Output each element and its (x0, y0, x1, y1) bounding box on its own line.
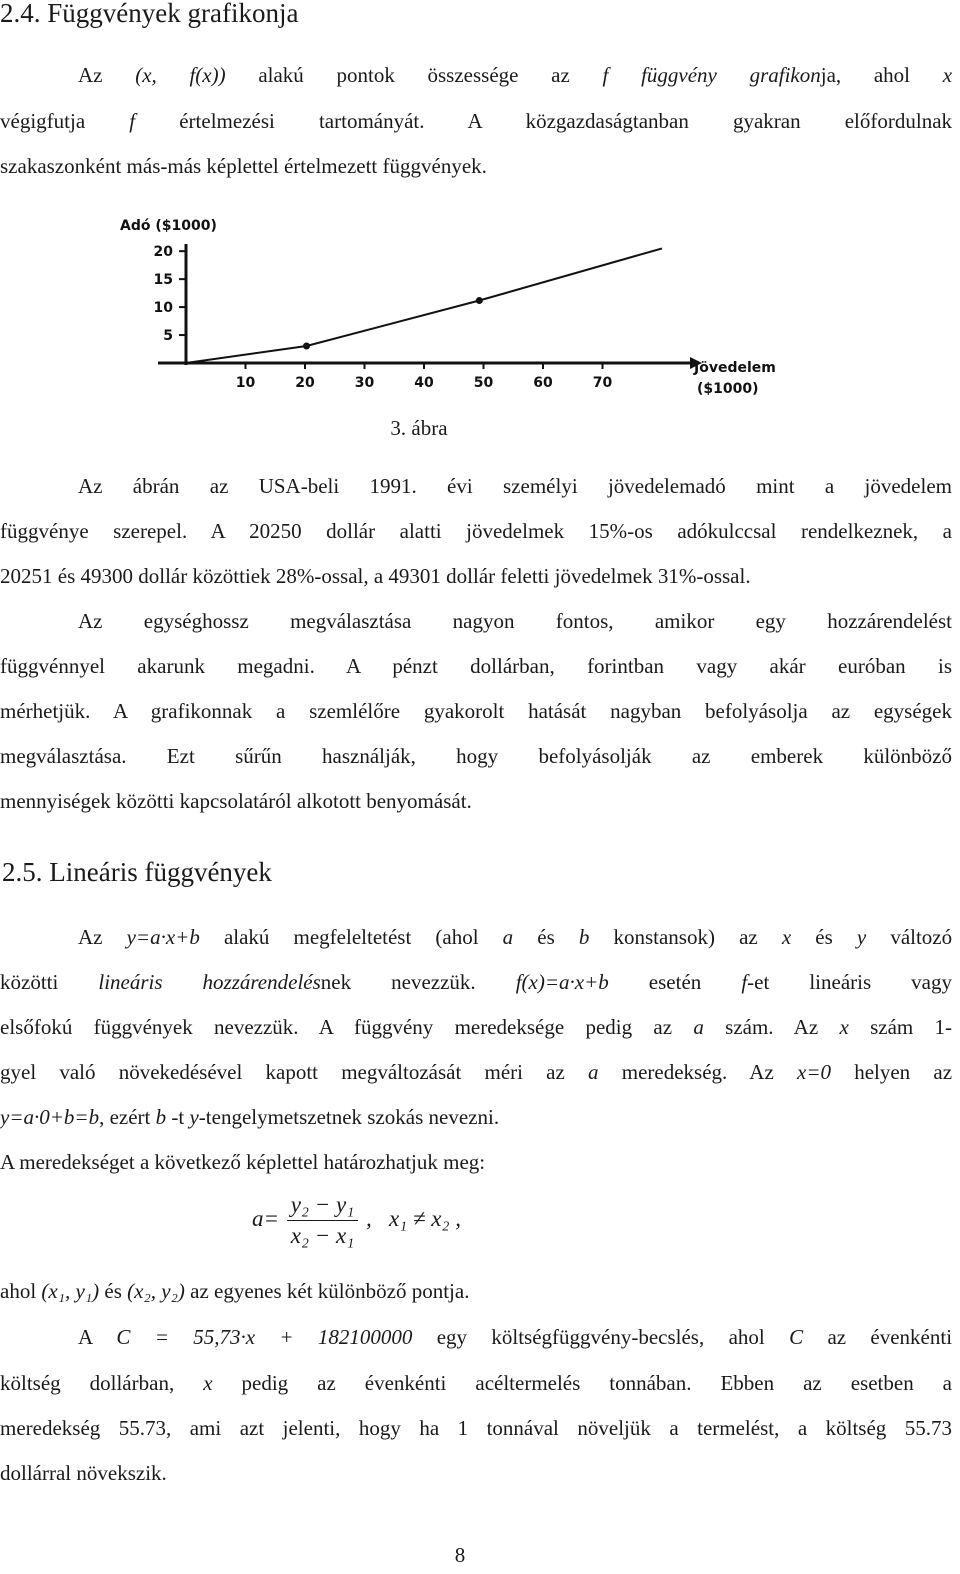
text: értelmezési tartományát. A közgazdaságtanban gyakran előfordulnak (179, 109, 953, 133)
math-symbol: a (502, 925, 514, 949)
text: nek nevezzük. (320, 970, 476, 994)
math-symbol: f (602, 63, 609, 87)
math-symbol: x (781, 925, 792, 949)
text: végigfutja (0, 109, 86, 133)
paragraph-line: mennyiségek közötti kapcsolatáról alkotott benyomását. (0, 789, 472, 813)
math-symbol: a (588, 1060, 599, 1084)
paragraph-line (0, 1276, 952, 1306)
math-symbol: b (155, 1105, 167, 1129)
math-expression: (x, f(x)) (135, 63, 226, 87)
paragraph-line: meredekség 55.73, ami azt jelenti, hogy ha 1 tonnával növeljük a termelést, a költség 55.73 (0, 1416, 952, 1440)
emphasis-term: lineáris hozzárendelés (98, 970, 321, 994)
text: -tengelymetszetnek szokás nevezni. (198, 1105, 500, 1129)
paragraph-line (0, 1322, 952, 1352)
paragraph-line: függvénnyel akarunk megadni. A pénzt dollárban, forintban vagy akár euróban is (0, 654, 952, 678)
page-number: 8 (454, 1543, 466, 1567)
slope-formula (252, 1192, 461, 1249)
formula-denominator: x₂ − x₁ (290, 1223, 355, 1248)
x-tick-label: 60 (533, 375, 553, 391)
formula-fraction (287, 1192, 358, 1249)
text: Az (78, 63, 103, 87)
paragraph-line: dollárral növekszik. (0, 1461, 167, 1485)
text: elsőfokú függvények nevezzük. A függvény meredeksége pedig az (0, 1015, 673, 1039)
math-expression: (x₂, y₂) (127, 1279, 185, 1303)
x-tick-label: 10 (235, 375, 256, 391)
text: az egyenes két különböző pontja. (190, 1279, 470, 1303)
paragraph-line: Az ábrán az USA-beli 1991. évi személyi jövedelemadó mint a jövedelem (78, 474, 952, 498)
math-symbol: f (129, 109, 136, 133)
section-heading-2-5: 2.5. Lineáris függvények (2, 857, 272, 887)
paragraph-line (0, 922, 952, 952)
formula-numerator: y₂ − y₁ (287, 1192, 358, 1221)
paragraph-line: megválasztása. Ezt sűrűn használják, hogy befolyásolják az emberek különböző (0, 744, 952, 768)
text: alakú pontok összessége az (258, 63, 570, 87)
math-expression: C = 55,73·x + 182100000 (116, 1325, 413, 1349)
paragraph-line: 20251 és 49300 dollár közöttiek 28%-ossal, a 49301 dollár feletti jövedelmek 31%-ossal. (0, 564, 751, 588)
breakpoint-marker (303, 343, 310, 350)
math-symbol: x (203, 1371, 213, 1395)
paragraph-line (0, 1012, 952, 1042)
text: költség dollárban, (0, 1371, 175, 1395)
x-tick-label: 20 (295, 375, 315, 391)
income-tax-chart (100, 212, 820, 408)
text: az évenkénti (827, 1325, 953, 1349)
text: változó (890, 925, 953, 949)
paragraph-line: Az egységhossz megválasztása nagyon fontos, amikor egy hozzárendelést (78, 609, 952, 633)
x-tick-label: 50 (473, 375, 494, 391)
paragraph-line (0, 967, 952, 997)
y-tick-label: 20 (153, 244, 173, 261)
section-heading-2-4: 2.4. Függvények grafikonja (0, 0, 299, 28)
text: Az (78, 925, 103, 949)
math-symbol: C (789, 1325, 804, 1349)
math-symbol: f (741, 970, 748, 994)
y-tick-label: 5 (163, 328, 173, 345)
text: -et lineáris vagy (747, 970, 952, 994)
text: szám. Az (725, 1015, 819, 1039)
emphasis-term: függvény grafikon (641, 63, 821, 87)
text: ja, ahol (820, 63, 910, 87)
breakpoint-marker (476, 297, 483, 304)
text: konstansok) az (613, 925, 758, 949)
math-symbol: x (942, 63, 953, 87)
y-tick-label: 10 (153, 300, 173, 317)
y-tick-label: 15 (153, 272, 173, 289)
math-expression: y=a·0+b=b (0, 1105, 100, 1129)
text: pedig az évenkénti acéltermelés tonnában. Ebben az esetben a (241, 1371, 953, 1395)
paragraph-line: szakaszonként más-más képlettel értelmezett függvények. (0, 154, 487, 178)
math-expression: y=a·x+b (126, 925, 200, 949)
paragraph-line (0, 60, 952, 90)
paragraph-line: A meredekséget a következő képlettel határozhatjuk meg: (0, 1150, 486, 1174)
text: és (537, 925, 555, 949)
paragraph-line: függvénye szerepel. A 20250 dollár alatti jövedelmek 15%-os adókulccsal rendelkeznek, a (0, 519, 952, 543)
formula-lhs: a= (252, 1205, 280, 1231)
x-axis-label-line1: Jövedelem (694, 360, 776, 376)
text: alakú megfeleltetést (ahol (223, 925, 479, 949)
paragraph-line (0, 1368, 952, 1398)
paragraph-line (0, 1102, 952, 1132)
x-axis-label-line2: ($1000) (697, 381, 759, 397)
figure-caption: 3. ábra (390, 416, 448, 440)
math-expression: f(x)=a·x+b (515, 970, 609, 994)
text: egy költségfüggvény-becslés, ahol (436, 1325, 765, 1349)
text: , ezért (99, 1105, 151, 1129)
text: közötti (0, 970, 59, 994)
text: -t (171, 1105, 185, 1129)
paragraph-line: mérhetjük. A grafikonnak a szemlélőre gyakorolt hatását nagyban befolyásolja az egységek (0, 699, 952, 723)
math-symbol: b (578, 925, 590, 949)
text: A (78, 1325, 93, 1349)
formula-condition: , x₁ ≠ x₂ , (365, 1205, 462, 1231)
tax-series-line (186, 248, 662, 363)
text: gyel való növekedésével kapott megváltozását méri az (0, 1060, 565, 1084)
paragraph-line (0, 1057, 952, 1087)
paragraph-line (0, 106, 952, 136)
text: helyen az (854, 1060, 953, 1084)
text: esetén (648, 970, 702, 994)
text: és (815, 925, 833, 949)
text: szám 1- (870, 1015, 953, 1039)
math-expression: x=0 (797, 1060, 831, 1084)
math-symbol: y (189, 1105, 199, 1129)
text: meredekség. Az (621, 1060, 774, 1084)
x-tick-label: 70 (592, 375, 613, 391)
x-tick-label: 40 (414, 375, 434, 391)
text: és (104, 1279, 122, 1303)
text: ahol (0, 1279, 37, 1303)
x-tick-label: 30 (354, 375, 375, 391)
math-symbol: y (856, 925, 867, 949)
math-symbol: a (693, 1015, 704, 1039)
y-axis-label: Adó ($1000) (120, 218, 217, 234)
math-expression: (x₁, y₁) (41, 1279, 100, 1303)
math-symbol: x (839, 1015, 849, 1039)
